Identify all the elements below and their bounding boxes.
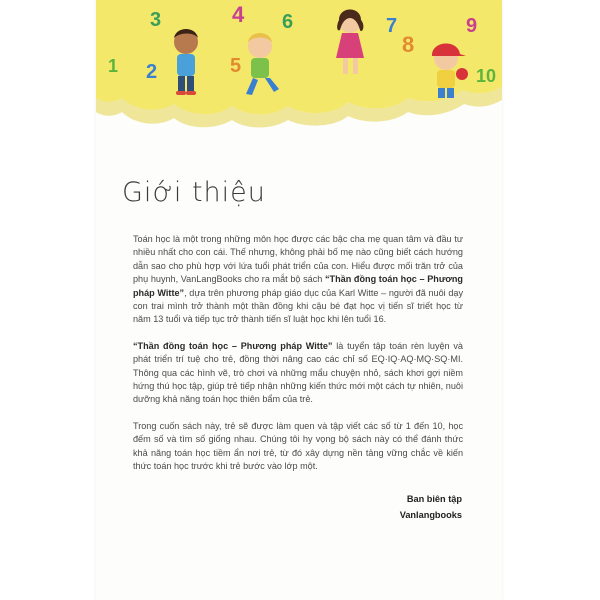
banner-number: 3 [150,9,162,31]
paragraph-text: Trong cuốn sách này, trẻ sẽ được làm quen và tập viết các số từ 1 đến 10, học đếm số và tìm số giống nhau. Chúng tôi hy vọng bộ sách này có thể đánh thức khả năng toán học tiềm ẩn nơi trẻ, từ đó xây dựng nền tảng vững chắc về kiến thức toán học trước khi trẻ bước vào lớp một. [133,420,463,472]
banner-number: 7 [386,15,398,37]
signature-publisher: Vanlangbooks [399,510,462,520]
cartoon-banner [96,0,502,130]
paragraph [133,233,463,327]
banner-number: 2 [146,61,158,83]
page-title: Giới thiệu [122,177,266,208]
paragraph-text: , dựa trên phương pháp giáo dục của Karl Witte – người đã nuôi dạy con trai mình trở thành một thần đồng khi cậu bé đạt học vị tiến sĩ triết học từ năm 13 tuổi và tiếp tục trở thành tiến sĩ luật học khi lên tuổi 16. [133,287,463,325]
signature-editorial-board: Ban biên tập [406,494,462,504]
banner-number: 6 [282,11,294,33]
book-title-emphasis: “Thần đồng toán học – Phương pháp Witte” [133,340,333,351]
banner-number: 5 [230,55,242,77]
banner-number: 4 [232,2,245,27]
paragraph-text: Toán học là một trong những môn học được các bậc cha mẹ quan tâm và đầu tư nhiều nhất cho con cái. Thế nhưng, không phải bố mẹ nào cũng biết cách hướng dẫn sao cho phù hợp với lứa tuổi phát triển của con. Hiểu được mối trăn trở của phụ huynh, VanLangBooks cho ra mắt bộ sách [133,234,463,285]
introduction-text [133,233,463,487]
paragraph [133,420,463,474]
banner-number: 10 [476,66,497,86]
banner-number: 1 [108,56,119,76]
banner-number: 8 [402,32,415,57]
paragraph-text: là tuyển tập toán rèn luyện và phát triển trí tuệ cho trẻ, đồng thời nâng cao các chỉ số EQ·IQ·AQ·MQ·SQ·MI. Thông qua các hình vẽ, trò chơi và những mẩu chuyện nhỏ, sách khơi gợi niềm hứng thú học tập, giúp trẻ tiếp nhận những kiến thức mới một cách tự nhiên, nuôi dưỡng khả năng toán học thiên bẩm của trẻ. [133,340,463,405]
book-title-emphasis: “Thần đồng toán học – Phương pháp Witte” [133,274,463,298]
banner-illustration [96,0,502,130]
paragraph [133,340,463,407]
banner-number: 9 [466,15,478,37]
